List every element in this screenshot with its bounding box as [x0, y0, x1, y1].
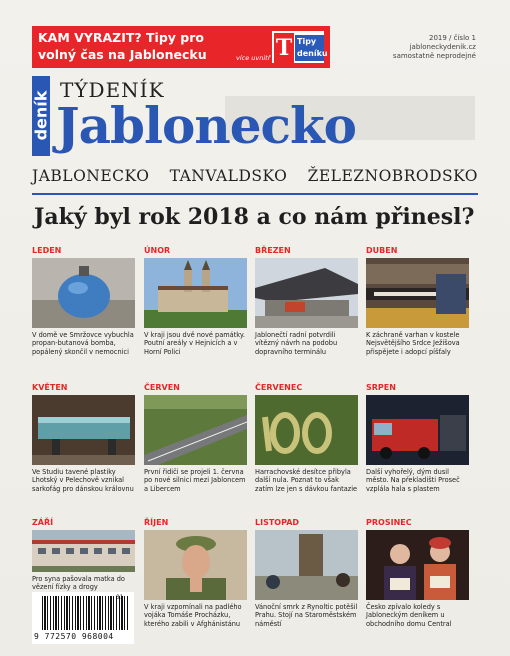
sale-note: samostatně neprodejné	[392, 52, 476, 60]
website: jabloneckydenik.cz	[409, 43, 476, 51]
month-label: LEDEN	[32, 246, 62, 255]
issue-info	[356, 34, 476, 61]
month-label: LISTOPAD	[255, 518, 300, 527]
month-label: ZÁŘÍ	[32, 518, 54, 527]
month-label: KVĚTEN	[32, 383, 68, 392]
photo-new-road	[144, 395, 247, 465]
month-card-unor[interactable]	[144, 246, 247, 356]
promo-banner[interactable]	[32, 26, 330, 68]
photo-organ-pipes	[366, 258, 469, 328]
caption: Vánoční smrk z Rynoltic potěšil Prahu. Stojí na Staroměstském náměstí	[255, 603, 358, 628]
promo-text: KAM VYRAZIT? Tipy pro volný čas na Jablonecku	[38, 30, 207, 62]
photo-soldier	[144, 530, 247, 600]
region-list	[32, 167, 478, 185]
caption: Česko zpívalo koledy s Jabloneckým deníkem u obchodního domu Central	[366, 603, 452, 628]
month-card-kveten[interactable]	[32, 383, 135, 493]
promo-subtext: více uvnitř	[236, 54, 271, 62]
month-card-prosinec[interactable]	[366, 518, 469, 628]
region-jablonecko: JABLONECKO	[32, 167, 150, 185]
month-card-leden[interactable]	[32, 246, 135, 356]
photo-pilgrimage-church	[144, 258, 247, 328]
month-card-brezen[interactable]	[255, 246, 358, 356]
barcode-suffix: 01	[116, 594, 124, 601]
photo-prison	[32, 530, 135, 572]
divider	[32, 193, 478, 195]
photo-carol-singers	[366, 530, 469, 600]
month-card-duben[interactable]	[366, 246, 469, 356]
caption: Další vyhořelý, dým dusil město. Na překladišti Proseč vzplála hala s plastem	[366, 468, 460, 493]
photo-glass-sarcophagus	[32, 395, 135, 465]
caption: Pro syna pašovala matka do vězení fízky a drogy	[32, 575, 125, 592]
month-card-cerven[interactable]	[144, 383, 247, 493]
caption: Jablonečtí radní potvrdili vítězný návrh na podobu dopravního terminálu	[255, 331, 338, 356]
month-label: ÚNOR	[144, 246, 171, 255]
caption: V kraji vzpomínali na padlého vojáka Tomáše Procházku, kterého zabili v Afghánistánu	[144, 603, 242, 628]
photo-fire-truck	[366, 395, 469, 465]
month-label: DUBEN	[366, 246, 398, 255]
brand-text: deník	[31, 90, 51, 141]
brand-logo	[32, 76, 50, 156]
month-label: PROSINEC	[366, 518, 412, 527]
region-tanvaldsko: TANVALDSKO	[169, 167, 288, 185]
caption: V kraji jsou dvě nové památky. Poutní areály v Hejnicích a v Horní Polici	[144, 331, 245, 356]
main-headline: Jaký byl rok 2018 a co nám přinesl?	[34, 204, 475, 230]
barcode-number: 9 772570 968004	[34, 632, 114, 641]
caption: První řidiči se projeli 1. června po nové silnici mezi Jabloncem a Libercem	[144, 468, 246, 493]
barcode	[32, 592, 134, 644]
photo-numbers-field	[255, 395, 358, 465]
month-card-zari[interactable]	[32, 518, 135, 592]
month-label: ČERVENEC	[255, 383, 303, 392]
photo-bus-terminal	[255, 258, 358, 328]
month-card-srpen[interactable]	[366, 383, 469, 493]
month-label: ŘÍJEN	[144, 518, 169, 527]
tipy-deniku-logo	[272, 31, 328, 63]
logo-text: Tipy deníku	[295, 35, 324, 61]
photo-christmas-tree	[255, 530, 358, 600]
newspaper-title: Jablonecko	[56, 96, 356, 155]
photo-blue-gas-cylinder	[32, 258, 135, 328]
month-card-cervenec[interactable]	[255, 383, 358, 493]
caption: Harrachovské desítce přibyla další nula. Poznat to však zatím lze jen s dávkou fantazie	[255, 468, 358, 493]
barcode-bars	[42, 596, 128, 630]
caption: V domě ve Smržovce vybuchla propan-butanová bomba, popálený skončil v nemocnici	[32, 331, 134, 356]
month-label: ČERVEN	[144, 383, 180, 392]
region-zeleznobrodsko: ŽELEZNOBRODSKO	[307, 167, 478, 185]
month-label: SRPEN	[366, 383, 396, 392]
month-label: BŘEZEN	[255, 246, 291, 255]
caption: K záchraně varhan v kostele Nejsvětějšího Srdce Ježíšova přispějete i adopcí píšťaly	[366, 331, 460, 356]
month-card-rijen[interactable]	[144, 518, 247, 628]
weekly-label: TÝDENÍK	[60, 78, 165, 102]
issue-number: 2019 / číslo 1	[429, 34, 476, 42]
logo-letter: T	[275, 35, 293, 61]
month-card-listopad[interactable]	[255, 518, 358, 628]
caption: Ve Studiu tavené plastiky Lhotský v Pelechově vznikal sarkofág pro dánskou královnu	[32, 468, 134, 493]
